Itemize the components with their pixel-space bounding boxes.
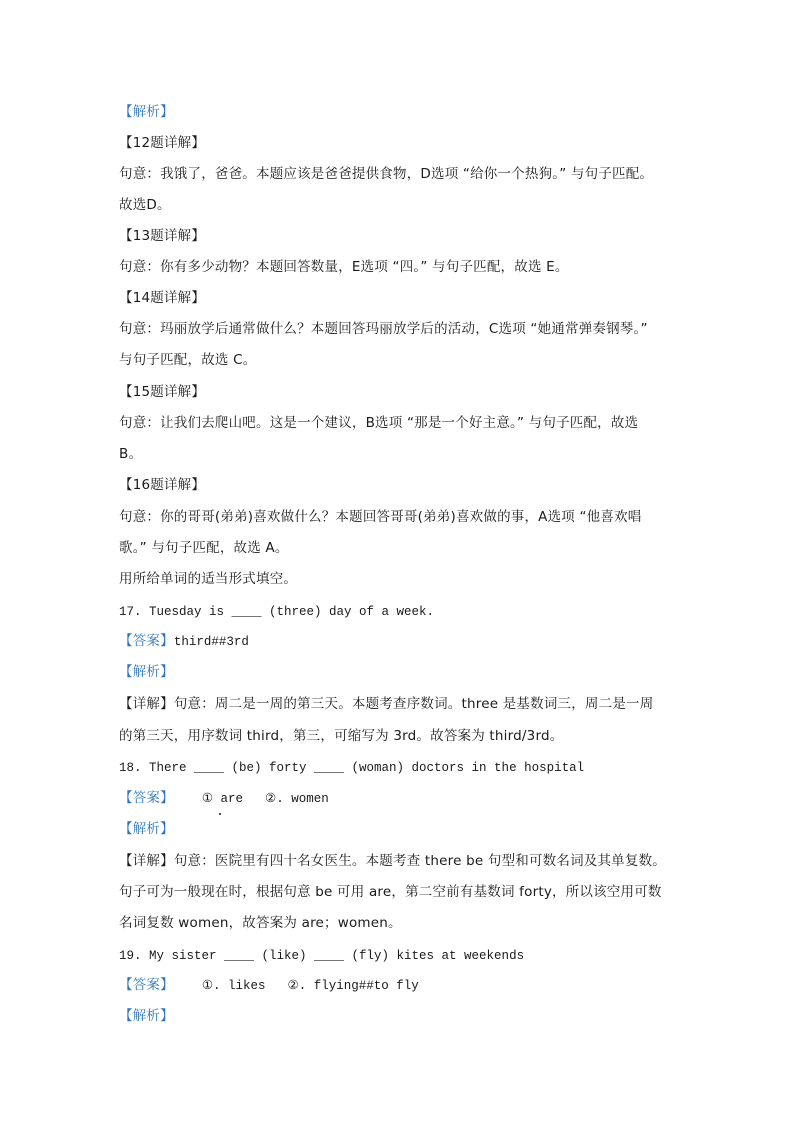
q18-detail-cont-2: 名词复数 women，故答案为 are；women。 xyxy=(119,915,402,931)
q19-analysis-heading: 【解析】 xyxy=(119,1008,174,1024)
q18-answer-row xyxy=(119,788,679,809)
q15-explanation-cont: B。 xyxy=(119,446,143,462)
answer-tag: 【答案】 xyxy=(119,977,174,993)
emphasis-dot xyxy=(219,813,221,815)
q18-answer-2: ②. women xyxy=(265,792,329,806)
q12-explanation: 句意：我饿了，爸爸。本题应该是爸爸提供食物，D选项 “给你一个热狗。” 与句子匹配。 xyxy=(119,166,654,182)
q13-detail-heading: 【13题详解】 xyxy=(119,228,206,244)
section-instruction: 用所给单词的适当形式填空。 xyxy=(119,571,298,587)
detail-tag: 【详解】 xyxy=(119,696,174,712)
q17-detail-row xyxy=(119,694,679,714)
q14-explanation: 句意：玛丽放学后通常做什么？本题回答玛丽放学后的活动，C选项 “她通常弹奏钢琴。” xyxy=(119,321,648,337)
q18-detail-cont: 句子可为一般现在时，根据句意 be 可用 are，第二空前有基数词 forty，所以该空用可数 xyxy=(119,884,662,900)
q18-answer-1: ① are xyxy=(201,792,244,806)
q18-analysis-heading: 【解析】 xyxy=(119,821,174,837)
q19-answer-1: ①. likes xyxy=(201,979,266,993)
q14-detail-heading: 【14题详解】 xyxy=(119,290,206,306)
question-17: 17. Tuesday is ____ (three) day of a week. xyxy=(119,605,435,619)
q17-detail-text: 句意：周二是一周的第三天。本题考查序数词。three 是基数词三，周二是一周 xyxy=(173,696,654,712)
q18-detail-row xyxy=(119,851,679,871)
q17-answer-value: third##3rd xyxy=(173,635,249,649)
q15-explanation: 句意：让我们去爬山吧。这是一个建议，B选项 “那是一个好主意。” 与句子匹配，故选 xyxy=(119,415,639,431)
question-18: 18. There ____ (be) forty ____ (woman) doctors in the hospital xyxy=(119,761,585,775)
q14-explanation-cont: 与句子匹配，故选 C。 xyxy=(119,352,257,368)
analysis-heading: 【解析】 xyxy=(119,104,174,120)
q17-detail-cont: 的第三天，用序数词 third，第三，可缩写为 3rd。故答案为 third/3rd。 xyxy=(119,728,564,744)
q17-answer-row xyxy=(119,631,679,652)
answer-tag: 【答案】 xyxy=(119,633,174,649)
q16-explanation: 句意：你的哥哥(弟弟)喜欢做什么？本题回答哥哥(弟弟)喜欢做的事，A选项 “他喜欢唱 xyxy=(119,509,642,525)
q15-detail-heading: 【15题详解】 xyxy=(119,384,206,400)
answer-tag: 【答案】 xyxy=(119,790,174,806)
q19-answer-2: ②. flying##to fly xyxy=(287,979,419,993)
q18-detail-text: 句意：医院里有四十名女医生。本题考查 there be 句型和可数名词及其单复数。 xyxy=(173,853,666,869)
q17-analysis-heading: 【解析】 xyxy=(119,664,174,680)
q19-answer-row xyxy=(119,975,679,996)
q12-detail-heading: 【12题详解】 xyxy=(119,135,206,151)
q13-explanation: 句意：你有多少动物？本题回答数量，E选项 “四。” 与句子匹配，故选 E。 xyxy=(119,259,569,275)
q12-explanation-cont: 故选D。 xyxy=(119,197,171,213)
q16-explanation-cont: 歌。” 与句子匹配，故选 A。 xyxy=(119,540,289,556)
q16-detail-heading: 【16题详解】 xyxy=(119,477,206,493)
question-19: 19. My sister ____ (like) ____ (fly) kites at weekends xyxy=(119,949,525,963)
detail-tag: 【详解】 xyxy=(119,853,174,869)
